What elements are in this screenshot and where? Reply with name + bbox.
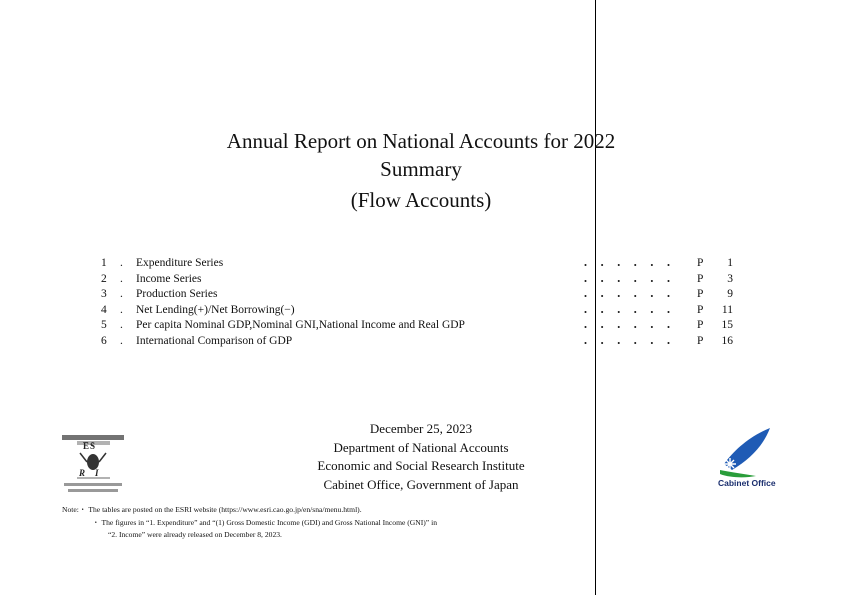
toc-number: 4: [101, 303, 107, 316]
publication-date: December 25, 2023: [369, 421, 473, 436]
department-name: Department of National Accounts: [333, 439, 509, 455]
toc-separator: .: [120, 272, 123, 285]
toc-page-number: 11: [721, 303, 733, 316]
notes-section: [62, 504, 437, 542]
toc-page-prefix: P: [697, 334, 704, 347]
svg-text:S: S: [90, 441, 96, 451]
cabinet-office-label: Cabinet Office: [718, 478, 776, 488]
toc-page-number: 15: [721, 319, 733, 331]
toc-page-prefix: P: [697, 319, 704, 331]
toc-page-number: 1: [727, 257, 733, 269]
toc-leader-dots: ・・・・・・: [580, 337, 680, 350]
institute-name: Economic and Social Research Institute: [317, 458, 525, 473]
toc-label[interactable]: Net Lending(+)/Net Borrowing(−): [136, 303, 295, 316]
toc-number: 3: [101, 288, 107, 300]
toc-item-6[interactable]: [0, 335, 842, 351]
toc-number: 1: [101, 257, 107, 269]
toc-page-number: 16: [721, 334, 733, 347]
svg-text:I: I: [95, 468, 99, 478]
office-name: Cabinet Office, Government of Japan: [323, 476, 519, 492]
toc-leader-dots: ・・・・・・: [580, 275, 680, 288]
toc-label[interactable]: International Comparison of GDP: [136, 334, 293, 347]
toc-leader-dots: ・・・・・・: [580, 291, 680, 303]
svg-text:E: E: [83, 441, 90, 451]
toc-page-number: 3: [727, 272, 733, 285]
esri-logo: [60, 433, 126, 501]
toc-number: 6: [101, 334, 107, 347]
toc-page-prefix: P: [697, 303, 704, 316]
toc-separator: .: [120, 257, 123, 269]
toc-label[interactable]: Expenditure Series: [136, 257, 224, 269]
note-line-3: “2. Income” were already released on December 8, 2023.: [108, 530, 282, 539]
toc-item-3[interactable]: [0, 288, 842, 304]
report-title: Annual Report on National Accounts for 2022: [226, 129, 616, 153]
toc-label[interactable]: Per capita Nominal GDP,Nominal GNI,National Income and Real GDP: [136, 319, 465, 331]
toc-label[interactable]: Income Series: [136, 272, 202, 285]
toc-number: 2: [101, 272, 107, 285]
report-subtitle-flow: (Flow Accounts): [350, 188, 492, 212]
toc-item-2[interactable]: [0, 273, 842, 289]
svg-text:R: R: [79, 468, 86, 478]
note-line-2: ・ The figures in “1. Expenditure” and “(1) Gross Domestic Income (GDI) and Gross National Income (GNI)” in: [92, 517, 437, 527]
toc-item-5[interactable]: [0, 319, 842, 335]
toc-leader-dots: ・・・・・・: [580, 306, 680, 319]
toc-page-prefix: P: [697, 288, 704, 300]
toc-number: 5: [101, 319, 107, 331]
toc-leader-dots: ・・・・・・: [580, 322, 680, 334]
report-subtitle: Summary: [380, 157, 462, 181]
toc-leader-dots: ・・・・・・: [580, 260, 680, 272]
toc-item-4[interactable]: [0, 304, 842, 320]
toc-separator: .: [120, 303, 123, 316]
toc-item-1[interactable]: [0, 257, 842, 273]
toc-page-prefix: P: [697, 257, 704, 269]
toc-separator: .: [120, 319, 123, 331]
toc-separator: .: [120, 288, 123, 300]
toc-label[interactable]: Production Series: [136, 288, 218, 300]
toc-separator: .: [120, 334, 123, 347]
toc-page-prefix: P: [697, 272, 704, 285]
toc-page-number: 9: [727, 288, 733, 300]
note-line-1: Note:・ The tables are posted on the ESRI website (https://www.esri.cao.go.jp/en/sna/menu.html).: [62, 505, 362, 514]
